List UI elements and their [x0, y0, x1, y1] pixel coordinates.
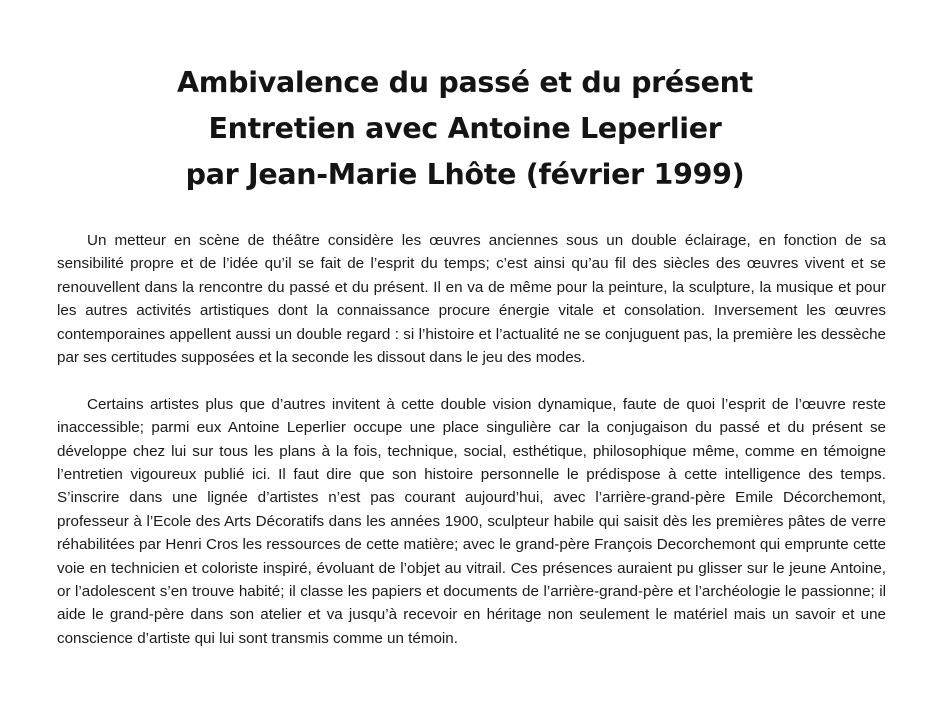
- paragraph-2: Certains artistes plus que d’autres invitent à cette double vision dynamique, faute de quoi l’esprit de l’œuvre reste inaccessible; parmi eux Antoine Leperlier occupe une place singulière car la conjugaison du passé et du présent se développe chez lui sur tous les plans à la fois, technique, social, esthétique, philosophique même, comme en témoigne l’entretien vigoureux publié ici. Il faut dire que son histoire personnelle le prédispose à cette intelligence des temps. S’inscrire dans une lignée d’artistes n’est pas courant aujourd’hui, avec l’arrière-grand-père Emile Décorchemont, professeur à l’Ecole des Arts Décoratifs dans les années 1900, sculpteur habile qui saisit dès les premières pâtes de verre réhabilitées par Henri Cros les ressources de cette matière; avec le grand-père François Decorchemont qui emprunte cette voie en technicien et coloriste inspiré, évoluant de l’objet au vitrail. Ces présences auraient pu glisser sur le jeune Antoine, or l’adolescent s’en trouve habité; il classe les papiers et documents de l’arrière-grand-père et l’archéologie le passionne; il aide le grand-père dans son atelier et va jusqu’à recevoir en héritage non seulement le matériel mais un savoir et une conscience d’artiste qui lui sont transmis comme un témoin.: [57, 395, 886, 647]
- title-line-3: par Jean-Marie Lhôte (février 1999): [185, 158, 745, 191]
- title-line-2: Entretien avec Antoine Leperlier: [208, 112, 722, 145]
- paragraph-1: Un metteur en scène de théâtre considère les œuvres anciennes sous un double éclairage, en fonction de sa sensibilité propre et de l’idée qu’il se fait de l’esprit du temps; c’est ainsi qu’au fil des siècles des œuvres vivent et se renouvellent dans la rencontre du passé et du présent. Il en va de même pour la peinture, la sculpture, la musique et pour les autres activités artistiques dont la connaissance procure énergie vitale et consolation. Inversement les œuvres contemporaines appellent aussi un double regard : si l’histoire et l’actualité ne se conjuguent pas, la première les dessèche par ses certitudes supposées et la seconde les dissout dans le jeu des modes.: [57, 232, 886, 367]
- article-title: [0, 60, 930, 198]
- title-line-1: Ambivalence du passé et du présent: [177, 66, 753, 99]
- article-body: [57, 229, 886, 650]
